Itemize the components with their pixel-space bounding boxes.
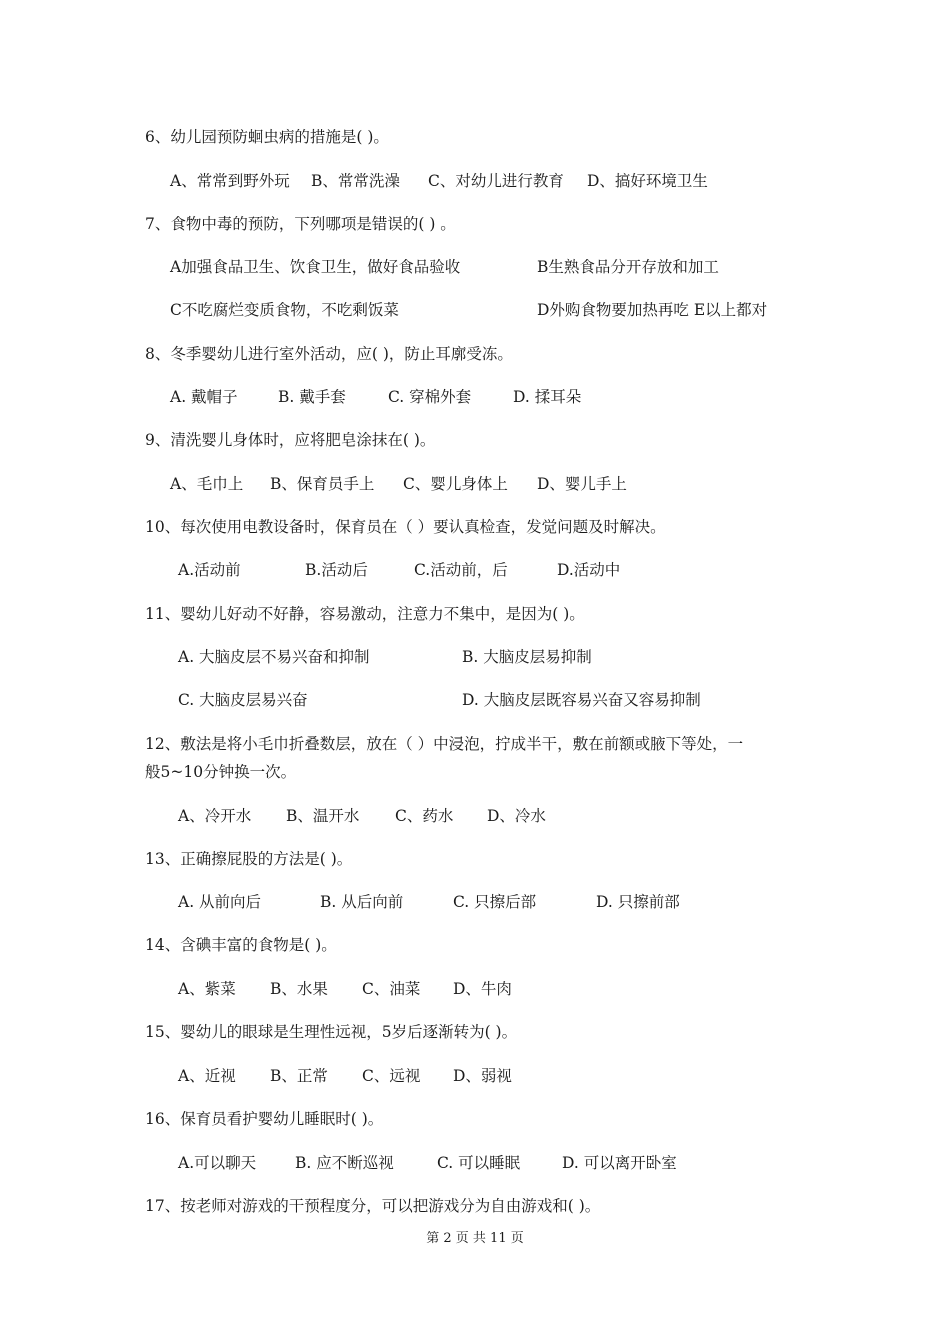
option-d: D、冷水 bbox=[487, 807, 546, 825]
question-stem: 9、清洗婴儿身体时，应将肥皂涂抹在( )。 bbox=[145, 431, 436, 449]
question-stem-continuation: 般5~10分钟换一次。 bbox=[145, 763, 297, 781]
option-b: B. 大脑皮层易抑制 bbox=[462, 648, 592, 666]
option-c: C、油菜 bbox=[362, 980, 421, 998]
option-d: D、牛肉 bbox=[453, 980, 512, 998]
option-a: A. 戴帽子 bbox=[170, 388, 238, 406]
option-c: C.活动前，后 bbox=[414, 561, 508, 579]
question-stem: 13、正确擦屁股的方法是( )。 bbox=[145, 850, 353, 868]
option-d: D. 大脑皮层既容易兴奋又容易抑制 bbox=[462, 691, 701, 709]
option-b: B、温开水 bbox=[286, 807, 360, 825]
question-stem: 6、幼儿园预防蛔虫病的措施是( )。 bbox=[145, 128, 389, 146]
option-a: A、紫菜 bbox=[178, 980, 236, 998]
question-stem: 7、食物中毒的预防，下列哪项是错误的( ) 。 bbox=[145, 215, 456, 233]
option-a: A、毛巾上 bbox=[170, 475, 244, 493]
option-a: A、常常到野外玩 bbox=[170, 172, 290, 190]
option-b: B.活动后 bbox=[305, 561, 368, 579]
option-b: B、保育员手上 bbox=[270, 475, 375, 493]
question-stem: 11、婴幼儿好动不好静，容易激动，注意力不集中，是因为( )。 bbox=[145, 605, 585, 623]
option-b: B. 戴手套 bbox=[278, 388, 346, 406]
option-c: C不吃腐烂变质食物，不吃剩饭菜 bbox=[170, 301, 399, 319]
option-c: C、药水 bbox=[395, 807, 454, 825]
option-a: A、冷开水 bbox=[178, 807, 252, 825]
option-a: A. 大脑皮层不易兴奋和抑制 bbox=[178, 648, 370, 666]
question-stem: 17、按老师对游戏的干预程度分，可以把游戏分为自由游戏和( )。 bbox=[145, 1197, 601, 1215]
option-c: C. 大脑皮层易兴奋 bbox=[178, 691, 308, 709]
option-b: B、正常 bbox=[270, 1067, 328, 1085]
question-stem: 15、婴幼儿的眼球是生理性远视，5岁后逐渐转为( )。 bbox=[145, 1023, 518, 1041]
option-c: C. 只擦后部 bbox=[453, 893, 537, 911]
option-b: B、水果 bbox=[270, 980, 328, 998]
question-stem: 8、冬季婴幼儿进行室外活动，应( )，防止耳廓受冻。 bbox=[145, 345, 513, 363]
option-c: C. 穿棉外套 bbox=[388, 388, 472, 406]
option-a: A.可以聊天 bbox=[178, 1154, 257, 1172]
option-b: B、常常洗澡 bbox=[311, 172, 400, 190]
question-stem: 10、每次使用电教设备时，保育员在（ ）要认真检查，发觉问题及时解决。 bbox=[145, 518, 666, 536]
option-d: D. 只擦前部 bbox=[596, 893, 680, 911]
option-d: D. 揉耳朵 bbox=[513, 388, 582, 406]
option-b: B. 从后向前 bbox=[320, 893, 404, 911]
option-c: C、对幼儿进行教育 bbox=[428, 172, 564, 190]
option-d: D、婴儿手上 bbox=[537, 475, 627, 493]
option-a: A.活动前 bbox=[178, 561, 241, 579]
option-d: D、搞好环境卫生 bbox=[587, 172, 708, 190]
question-stem: 12、敷法是将小毛巾折叠数层，放在（ ）中浸泡，拧成半干，敷在前额或腋下等处，一 bbox=[145, 735, 744, 753]
option-d: D外购食物要加热再吃 E以上都对 bbox=[537, 301, 768, 319]
option-d: D.活动中 bbox=[557, 561, 621, 579]
page-number: 第 2 页 共 11 页 bbox=[426, 1231, 524, 1246]
option-a: A. 从前向后 bbox=[178, 893, 262, 911]
option-c: C. 可以睡眠 bbox=[437, 1154, 521, 1172]
option-d: D、弱视 bbox=[453, 1067, 512, 1085]
question-stem: 14、含碘丰富的食物是( )。 bbox=[145, 936, 337, 954]
option-a: A加强食品卫生、饮食卫生，做好食品验收 bbox=[170, 258, 461, 276]
option-c: C、婴儿身体上 bbox=[403, 475, 508, 493]
question-stem: 16、保育员看护婴幼儿睡眠时( )。 bbox=[145, 1110, 384, 1128]
option-a: A、近视 bbox=[178, 1067, 236, 1085]
option-b: B. 应不断巡视 bbox=[295, 1154, 394, 1172]
option-b: B生熟食品分开存放和加工 bbox=[537, 258, 719, 276]
option-c: C、远视 bbox=[362, 1067, 421, 1085]
option-d: D. 可以离开卧室 bbox=[562, 1154, 677, 1172]
